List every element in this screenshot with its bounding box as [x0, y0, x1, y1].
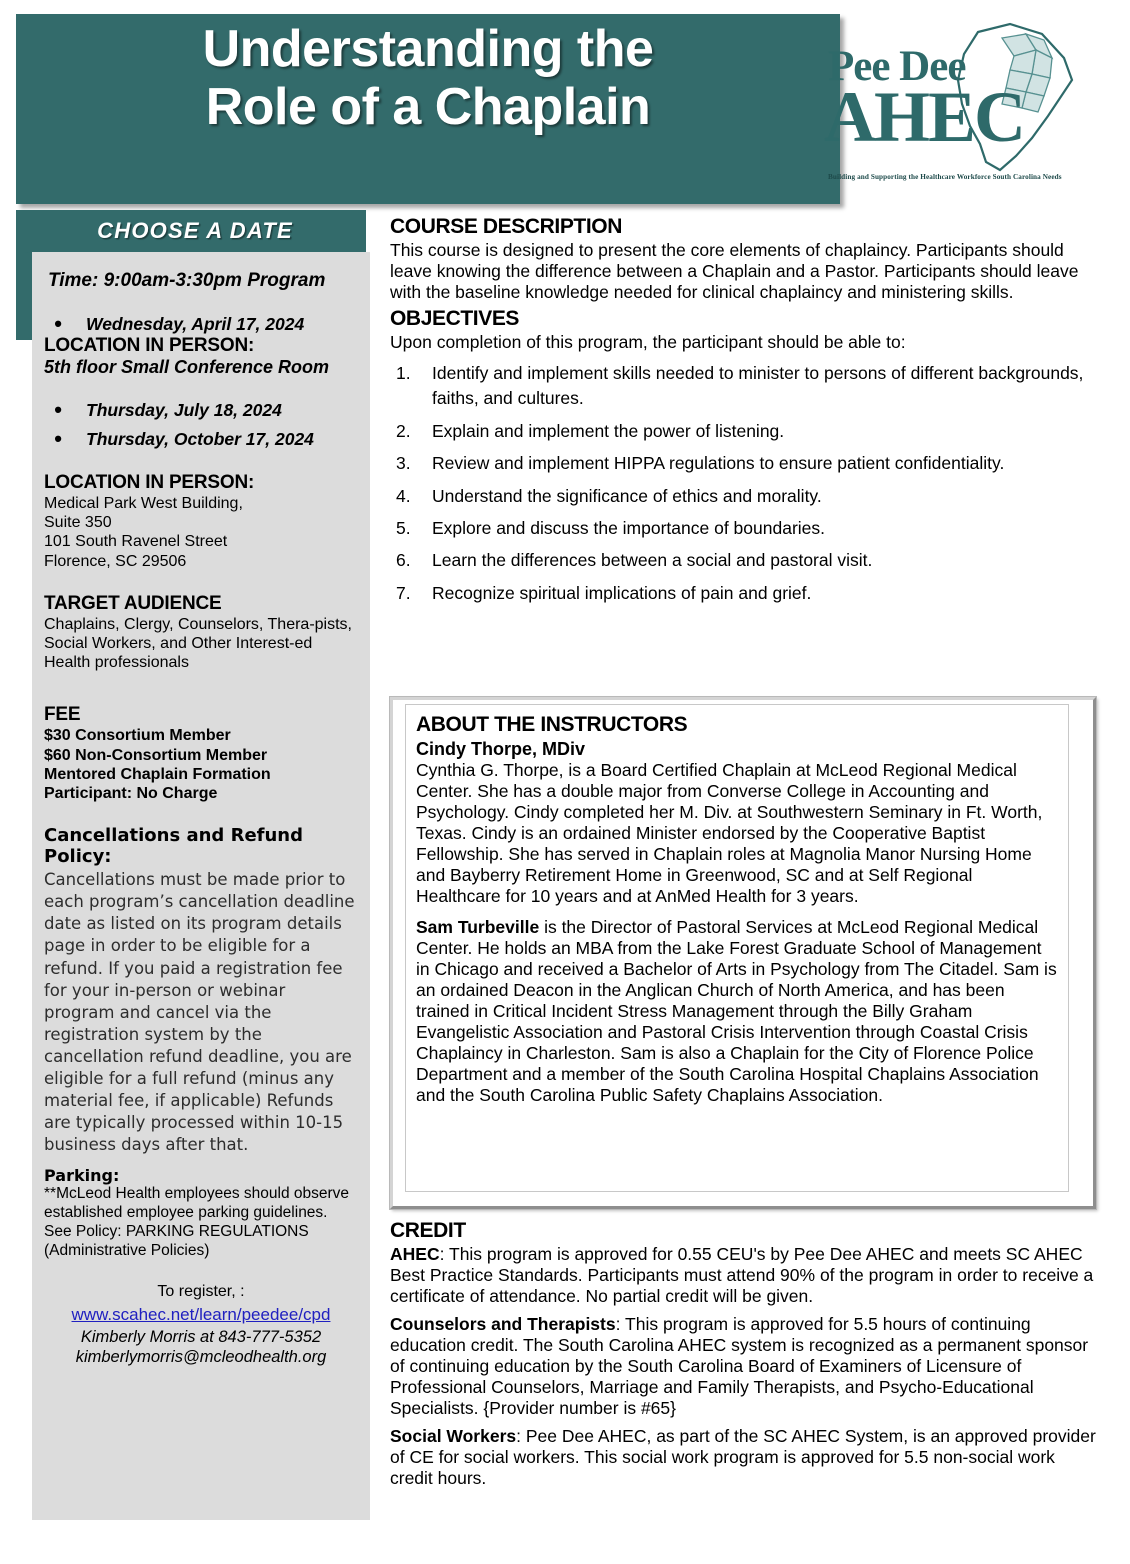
- instructor-2-block: [416, 917, 1058, 1106]
- credit-counselors: [390, 1314, 1102, 1419]
- course-description-body: This course is designed to present the core elements of chaplaincy. Participants should leave knowing the difference between a Chaplain and a Pastor. Participants should leave with the baseline knowledge needed for clinical chaplaincy and ministering skills.: [390, 240, 1079, 302]
- logo-tagline: Building and Supporting the Healthcare Workforce South Carolina Needs: [828, 173, 1062, 181]
- objective-number: 1.: [396, 363, 411, 383]
- objective-item: [390, 581, 1102, 606]
- date-option-1[interactable]: • Wednesday, April 17, 2024: [44, 314, 358, 335]
- instructor-1-bio: Cynthia G. Thorpe, is a Board Certified Chaplain at McLeod Regional Medical Center. She has a double major from Converse College in Accounting and Psychology. Cindy completed her M. Div. at Southwestern Seminary in Ft. Worth, Texas. Cindy is an ordained Minister endorsed by the Cooperative Baptist Fellowship. She has served in Chaplain roles at Magnolia Manor Nursing Home and Bayberry Retirement Home in Greenwood, SC and at Self Regional Healthcare for 10 years and at AnMed Health for 3 years.: [416, 760, 1043, 906]
- logo-name-bottom: AHEC: [824, 77, 1025, 157]
- instructors-heading: ABOUT THE INSTRUCTORS: [416, 713, 688, 736]
- instructors-inner-border: [405, 704, 1069, 1192]
- credit-heading: CREDIT: [390, 1219, 466, 1242]
- choose-a-date-banner: [24, 210, 366, 252]
- fee-line-2: $60 Non-Consortium Member: [44, 746, 268, 764]
- instructor-2-name: Sam Turbeville: [416, 917, 540, 937]
- credit-ahec: [390, 1244, 1102, 1307]
- location-heading-1: LOCATION IN PERSON:: [44, 335, 255, 356]
- target-audience-heading: TARGET AUDIENCE: [44, 592, 222, 614]
- objective-item: [390, 516, 1102, 541]
- objectives-heading: OBJECTIVES: [390, 307, 520, 330]
- credit-section: [390, 1219, 1102, 1496]
- fee-line-4: Participant: No Charge: [44, 784, 218, 802]
- objectives-list: [390, 361, 1102, 606]
- objectives-intro: Upon completion of this program, the participant should be able to:: [390, 332, 906, 352]
- header-banner: [16, 14, 840, 204]
- date-option-2[interactable]: • Thursday, July 18, 2024: [44, 400, 358, 421]
- credit-social-workers-body: : Pee Dee AHEC, as part of the SC AHEC System, is an approved provider of CE for social workers. This social work program is approved for 5.5 non-social work credit hours.: [390, 1426, 1096, 1488]
- objective-text: Recognize spiritual implications of pain and grief.: [432, 582, 812, 603]
- refund-policy-heading: Cancellations and Refund Policy:: [44, 825, 303, 868]
- page-title: [16, 20, 840, 136]
- objective-text: Explain and implement the power of listening.: [432, 420, 785, 441]
- objective-number: 4.: [396, 485, 411, 506]
- objective-text: Identify and implement skills needed to minister to persons of different backgrounds, faiths, and cultures.: [432, 363, 1084, 409]
- logo-name-top: Pee Dee: [828, 43, 966, 90]
- location-line-2: Suite 350: [44, 514, 112, 532]
- credit-social-workers-label: Social Workers: [390, 1426, 517, 1446]
- parking-heading: Parking:: [44, 1166, 120, 1186]
- registration-link[interactable]: www.scahec.net/learn/peedee/cpd: [71, 1305, 331, 1325]
- objective-number: 3.: [396, 453, 411, 474]
- fee-line-3: Mentored Chaplain Formation: [44, 765, 271, 783]
- course-description-heading: COURSE DESCRIPTION: [390, 215, 622, 238]
- register-email[interactable]: kimberlymorris@mcleodhealth.org: [75, 1348, 327, 1367]
- objective-item: [390, 548, 1102, 573]
- location-room-1: 5th floor Small Conference Room: [44, 357, 330, 377]
- sidebar-panel: [32, 252, 370, 1520]
- register-label: To register, :: [157, 1283, 245, 1301]
- fee-line-1: $30 Consortium Member: [44, 727, 231, 745]
- objective-text: Learn the differences between a social and pastoral visit.: [432, 550, 873, 571]
- objective-number: 7.: [396, 582, 411, 603]
- credit-counselors-body: : This program is approved for 5.5 hours of continuing education credit. The South Carolina AHEC system is recognized as a permanent sponsor of continuing education by the South Carolina Board of Examiners of Licensure of Professional Counselors, Marriage and Family Therapists, and Psycho-Educational Specialists. {Provider number is #65}: [390, 1314, 1089, 1418]
- credit-ahec-label: AHEC: [390, 1244, 440, 1264]
- page-title-line-2: Role of a Chaplain: [205, 78, 651, 137]
- objective-text: Explore and discuss the importance of boundaries.: [432, 517, 826, 538]
- objective-item: [390, 484, 1102, 509]
- instructor-2-bio: is the Director of Pastoral Services at McLeod Regional Medical Center. He holds an MBA from the Lake Forest Graduate School of Management in Chicago and received a Bachelor of Arts in Psychology from The Citadel. Sam is an ordained Deacon in the Anglican Church of North America, and has been trained in Critical Incident Stress Management through the Billy Graham Evangelistic Association and Pastoral Crisis Intervention through Coastal Crisis Chaplaincy in Charleston. Sam is also a Chaplain for the City of Florence Police Department and a member of the South Carolina Hospital Chaplains Association and the South Carolina Public Safety Chaplains Association.: [416, 917, 1057, 1105]
- objective-text: Understand the significance of ethics and morality.: [432, 485, 822, 506]
- register-contact: Kimberly Morris at 843-777-5352: [80, 1328, 322, 1347]
- objective-item: [390, 451, 1102, 476]
- main-content: [390, 215, 1102, 613]
- objective-number: 2.: [396, 420, 411, 441]
- date-option-3[interactable]: • Thursday, October 17, 2024: [44, 429, 358, 450]
- credit-ahec-body: : This program is approved for 0.55 CEU's by Pee Dee AHEC and meets SC AHEC Best Practice Standards. Participants must attend 90% of the program in order to receive a certificate of attendance. No partial credit will be given.: [390, 1244, 1094, 1306]
- location-heading-2: LOCATION IN PERSON:: [44, 472, 255, 493]
- location-line-1: Medical Park West Building,: [44, 495, 243, 512]
- refund-policy-body: Cancellations must be made prior to each program’s cancellation deadline date as listed on its program details page in order to be eligible for a refund. If you paid a registration fee for your in-person or webinar program and cancel via the registration system by the cancellation refund deadline, you are eligible for a full refund (minus any material fee, if applicable) Refunds are typically processed within 10-15 business days after that.: [44, 870, 355, 1155]
- program-time: Time: 9:00am-3:30pm Program: [48, 270, 326, 291]
- credit-counselors-label: Counselors and Therapists: [390, 1314, 616, 1334]
- page-title-line-1: Understanding the: [202, 20, 654, 78]
- choose-a-date-label: CHOOSE A DATE: [97, 218, 293, 243]
- parking-body: **McLeod Health employees should observe established employee parking guidelines. See Policy: PARKING REGULATIONS (Administrative Policies): [44, 1185, 350, 1260]
- fee-heading: FEE: [44, 704, 81, 726]
- instructors-panel: [390, 697, 1096, 1209]
- target-audience-body: Chaplains, Clergy, Counselors, Thera-pists, Social Workers, and Other Interest-ed Health professionals: [44, 615, 352, 672]
- credit-social-workers: [390, 1426, 1102, 1489]
- location-line-3: 101 South Ravenel Street: [44, 533, 228, 551]
- objective-number: 5.: [396, 517, 411, 538]
- objective-text: Review and implement HIPPA regulations to ensure patient confidentiality.: [432, 453, 1005, 474]
- objective-number: 6.: [396, 550, 411, 571]
- objective-item: [390, 419, 1102, 444]
- location-line-4: Florence, SC 29506: [44, 552, 187, 570]
- pee-dee-ahec-logo: [820, 18, 1088, 204]
- objective-item: [390, 361, 1102, 412]
- instructor-1-name: Cindy Thorpe, MDiv: [416, 739, 586, 759]
